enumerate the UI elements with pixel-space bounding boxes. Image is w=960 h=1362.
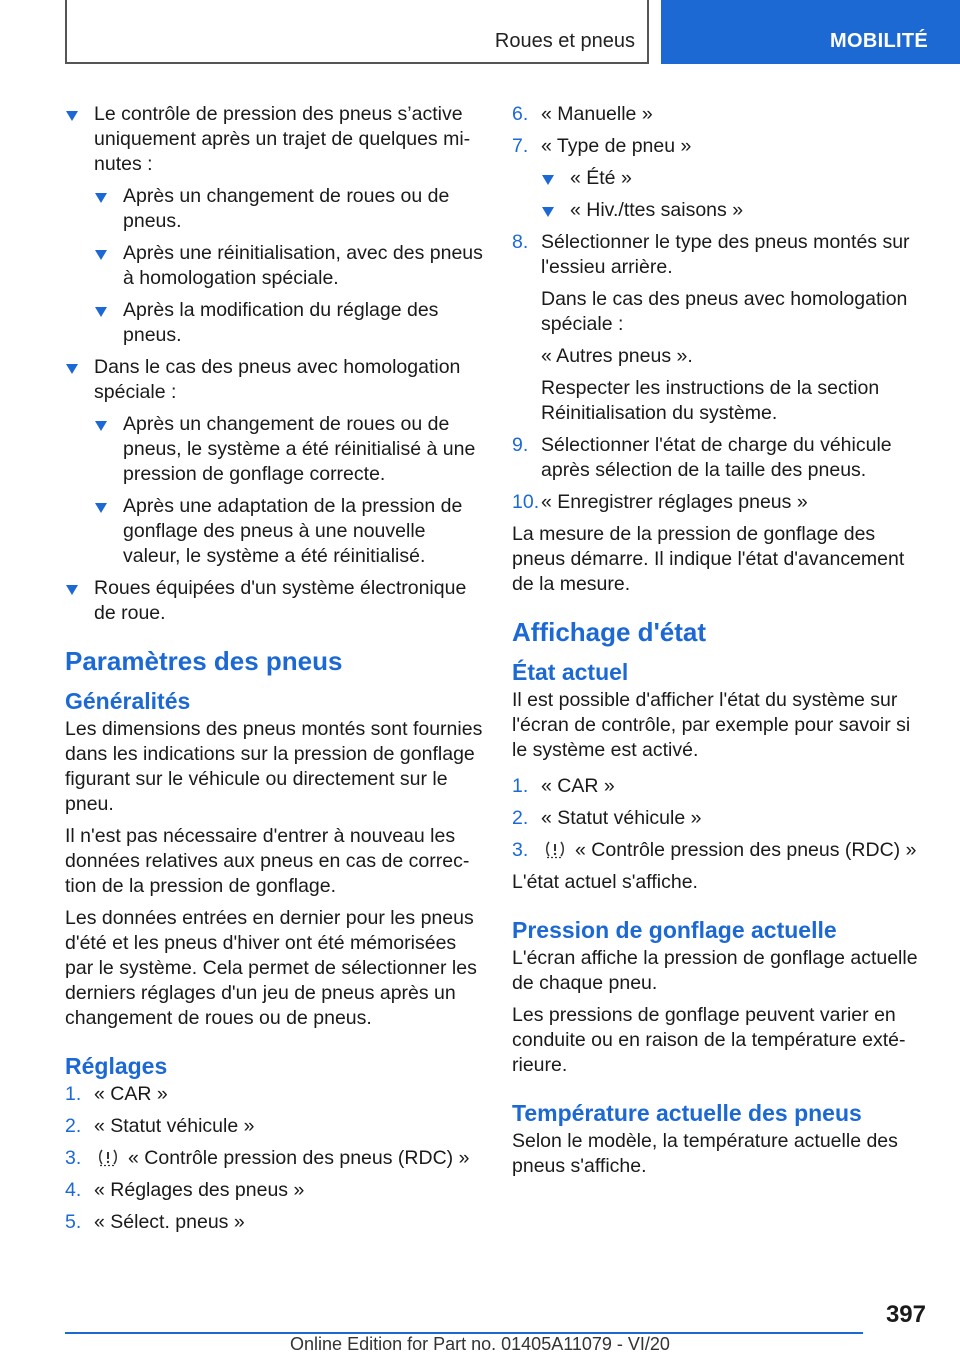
paragraph: Les dimensions des pneus montés sont fournies dans les indications sur la pression de gonflage figurant sur le véhicule ou directement sur le pneu. xyxy=(65,718,483,815)
step-item: 8. Sélectionner le type des pneus montés sur l'essieu arrière. xyxy=(512,231,910,278)
sub-bullet-item: Après la modification du réglage des pneus. xyxy=(65,298,483,348)
tyre-pressure-warning-icon xyxy=(545,839,565,859)
step-note: Dans le cas des pneus avec homologation spéciale : xyxy=(541,288,908,335)
heading-tyre-parameters: Paramètres des pneus xyxy=(65,646,343,676)
step-item: 6. « Manuelle » xyxy=(512,103,653,125)
paragraph: L'écran affiche la pression de gonflage actuelle de chaque pneu. xyxy=(512,947,918,994)
step-item: 2. « Statut véhicule » xyxy=(512,807,702,829)
step-item: 3. « Contrôle pression des pneus (RDC) » xyxy=(65,1147,470,1169)
bullet-triangle-icon xyxy=(95,193,107,203)
heading-current-pressure: Pression de gonflage actuelle xyxy=(512,917,837,943)
paragraph: Il est possible d'afficher l'état du système sur l'écran de contrôle, par exemple pour savoir si le système est activé. xyxy=(512,689,911,761)
heading-current-temperature: Température actuelle des pneus xyxy=(512,1100,862,1126)
step-item: 5. « Sélect. pneus » xyxy=(65,1211,245,1233)
paragraph: Les pressions de gonflage peuvent varier en conduite ou en raison de la température extérieure. xyxy=(512,1004,906,1076)
right-column xyxy=(512,102,930,1186)
step-note: Respecter les instructions de la section Réinitialisation du système. xyxy=(541,377,880,424)
step-item: 2. « Statut véhicule » xyxy=(65,1115,255,1137)
paragraph: Il n'est pas nécessaire d'entrer à nouveau les données relatives aux pneus en cas de correction de la pression de gonflage. xyxy=(65,825,470,897)
sub-bullet-item: Après une adaptation de la pression de gonflage des pneus à une nouvelle valeur, le système a été réinitialisé. xyxy=(65,494,483,569)
step-item: 9. Sélectionner l'état de charge du véhicule après sélection de la taille des pneus. xyxy=(512,434,892,481)
footer-edition: Online Edition for Part no. 01405A11079 - VI/20 xyxy=(290,1334,670,1354)
step-item: 10. « Enregistrer réglages pneus » xyxy=(512,491,808,513)
header-section-title: Roues et pneus xyxy=(494,30,635,52)
step-item: 3. « Contrôle pression des pneus (RDC) » xyxy=(512,839,917,861)
bullet-triangle-icon xyxy=(95,250,107,260)
sub-bullet-item: Après une réinitialisation, avec des pneus à homologation spéciale. xyxy=(65,241,483,291)
header-chapter-title: MOBILITÉ xyxy=(830,30,928,52)
sub-bullet-item: « Hiv./ttes saisons » xyxy=(512,198,930,223)
bullet-triangle-icon xyxy=(542,175,554,185)
bullet-triangle-icon xyxy=(66,111,78,121)
step-item: 1. « CAR » xyxy=(512,775,615,797)
step-item: 7. « Type de pneu » xyxy=(512,135,692,157)
paragraph: L'état actuel s'affiche. xyxy=(512,871,698,893)
bullet-triangle-icon xyxy=(66,585,78,595)
heading-current-status: État actuel xyxy=(512,659,629,685)
sub-bullet-item: « Été » xyxy=(512,166,930,191)
bullet-triangle-icon xyxy=(95,421,107,431)
heading-general: Généralités xyxy=(65,688,191,714)
header-chapter-tab xyxy=(661,0,960,64)
paragraph: La mesure de la pression de gonflage des pneus démarre. Il indique l'état d'avancement de la mesure. xyxy=(512,523,905,595)
heading-settings: Réglages xyxy=(65,1053,168,1079)
step-note: « Autres pneus ». xyxy=(541,345,693,367)
bullet-item: Le contrôle de pression des pneus s’active uniquement après un trajet de quelques minutes : xyxy=(65,102,483,177)
step-item: 4. « Réglages des pneus » xyxy=(65,1179,305,1201)
bullet-triangle-icon xyxy=(95,503,107,513)
sub-bullet-item: Après un changement de roues ou de pneus, le système a été réinitialisé à une pression de gonflage correcte. xyxy=(65,412,483,487)
heading-status-display: Affichage d'état xyxy=(512,617,706,647)
bullet-item: Roues équipées d'un système électronique de roue. xyxy=(65,576,483,626)
bullet-triangle-icon xyxy=(66,364,78,374)
bullet-triangle-icon xyxy=(95,307,107,317)
page-number: 397 xyxy=(885,1301,926,1328)
paragraph: Les données entrées en dernier pour les pneus d'été et les pneus d'hiver ont été mémorisées par le système. Cela permet de sélectionner les derniers réglages d'un jeu de pneus après un changement de roues ou de pneus. xyxy=(65,907,477,1029)
header-section-box xyxy=(65,0,649,64)
left-column xyxy=(65,102,483,1242)
bullet-triangle-icon xyxy=(542,207,554,217)
tyre-pressure-warning-icon xyxy=(98,1147,118,1167)
paragraph: Selon le modèle, la température actuelle des pneus s'affiche. xyxy=(512,1130,898,1177)
sub-bullet-item: Après un changement de roues ou de pneus. xyxy=(65,184,483,234)
step-item: 1. « CAR » xyxy=(65,1083,168,1105)
bullet-item: Dans le cas des pneus avec homologation spéciale : xyxy=(65,355,483,405)
